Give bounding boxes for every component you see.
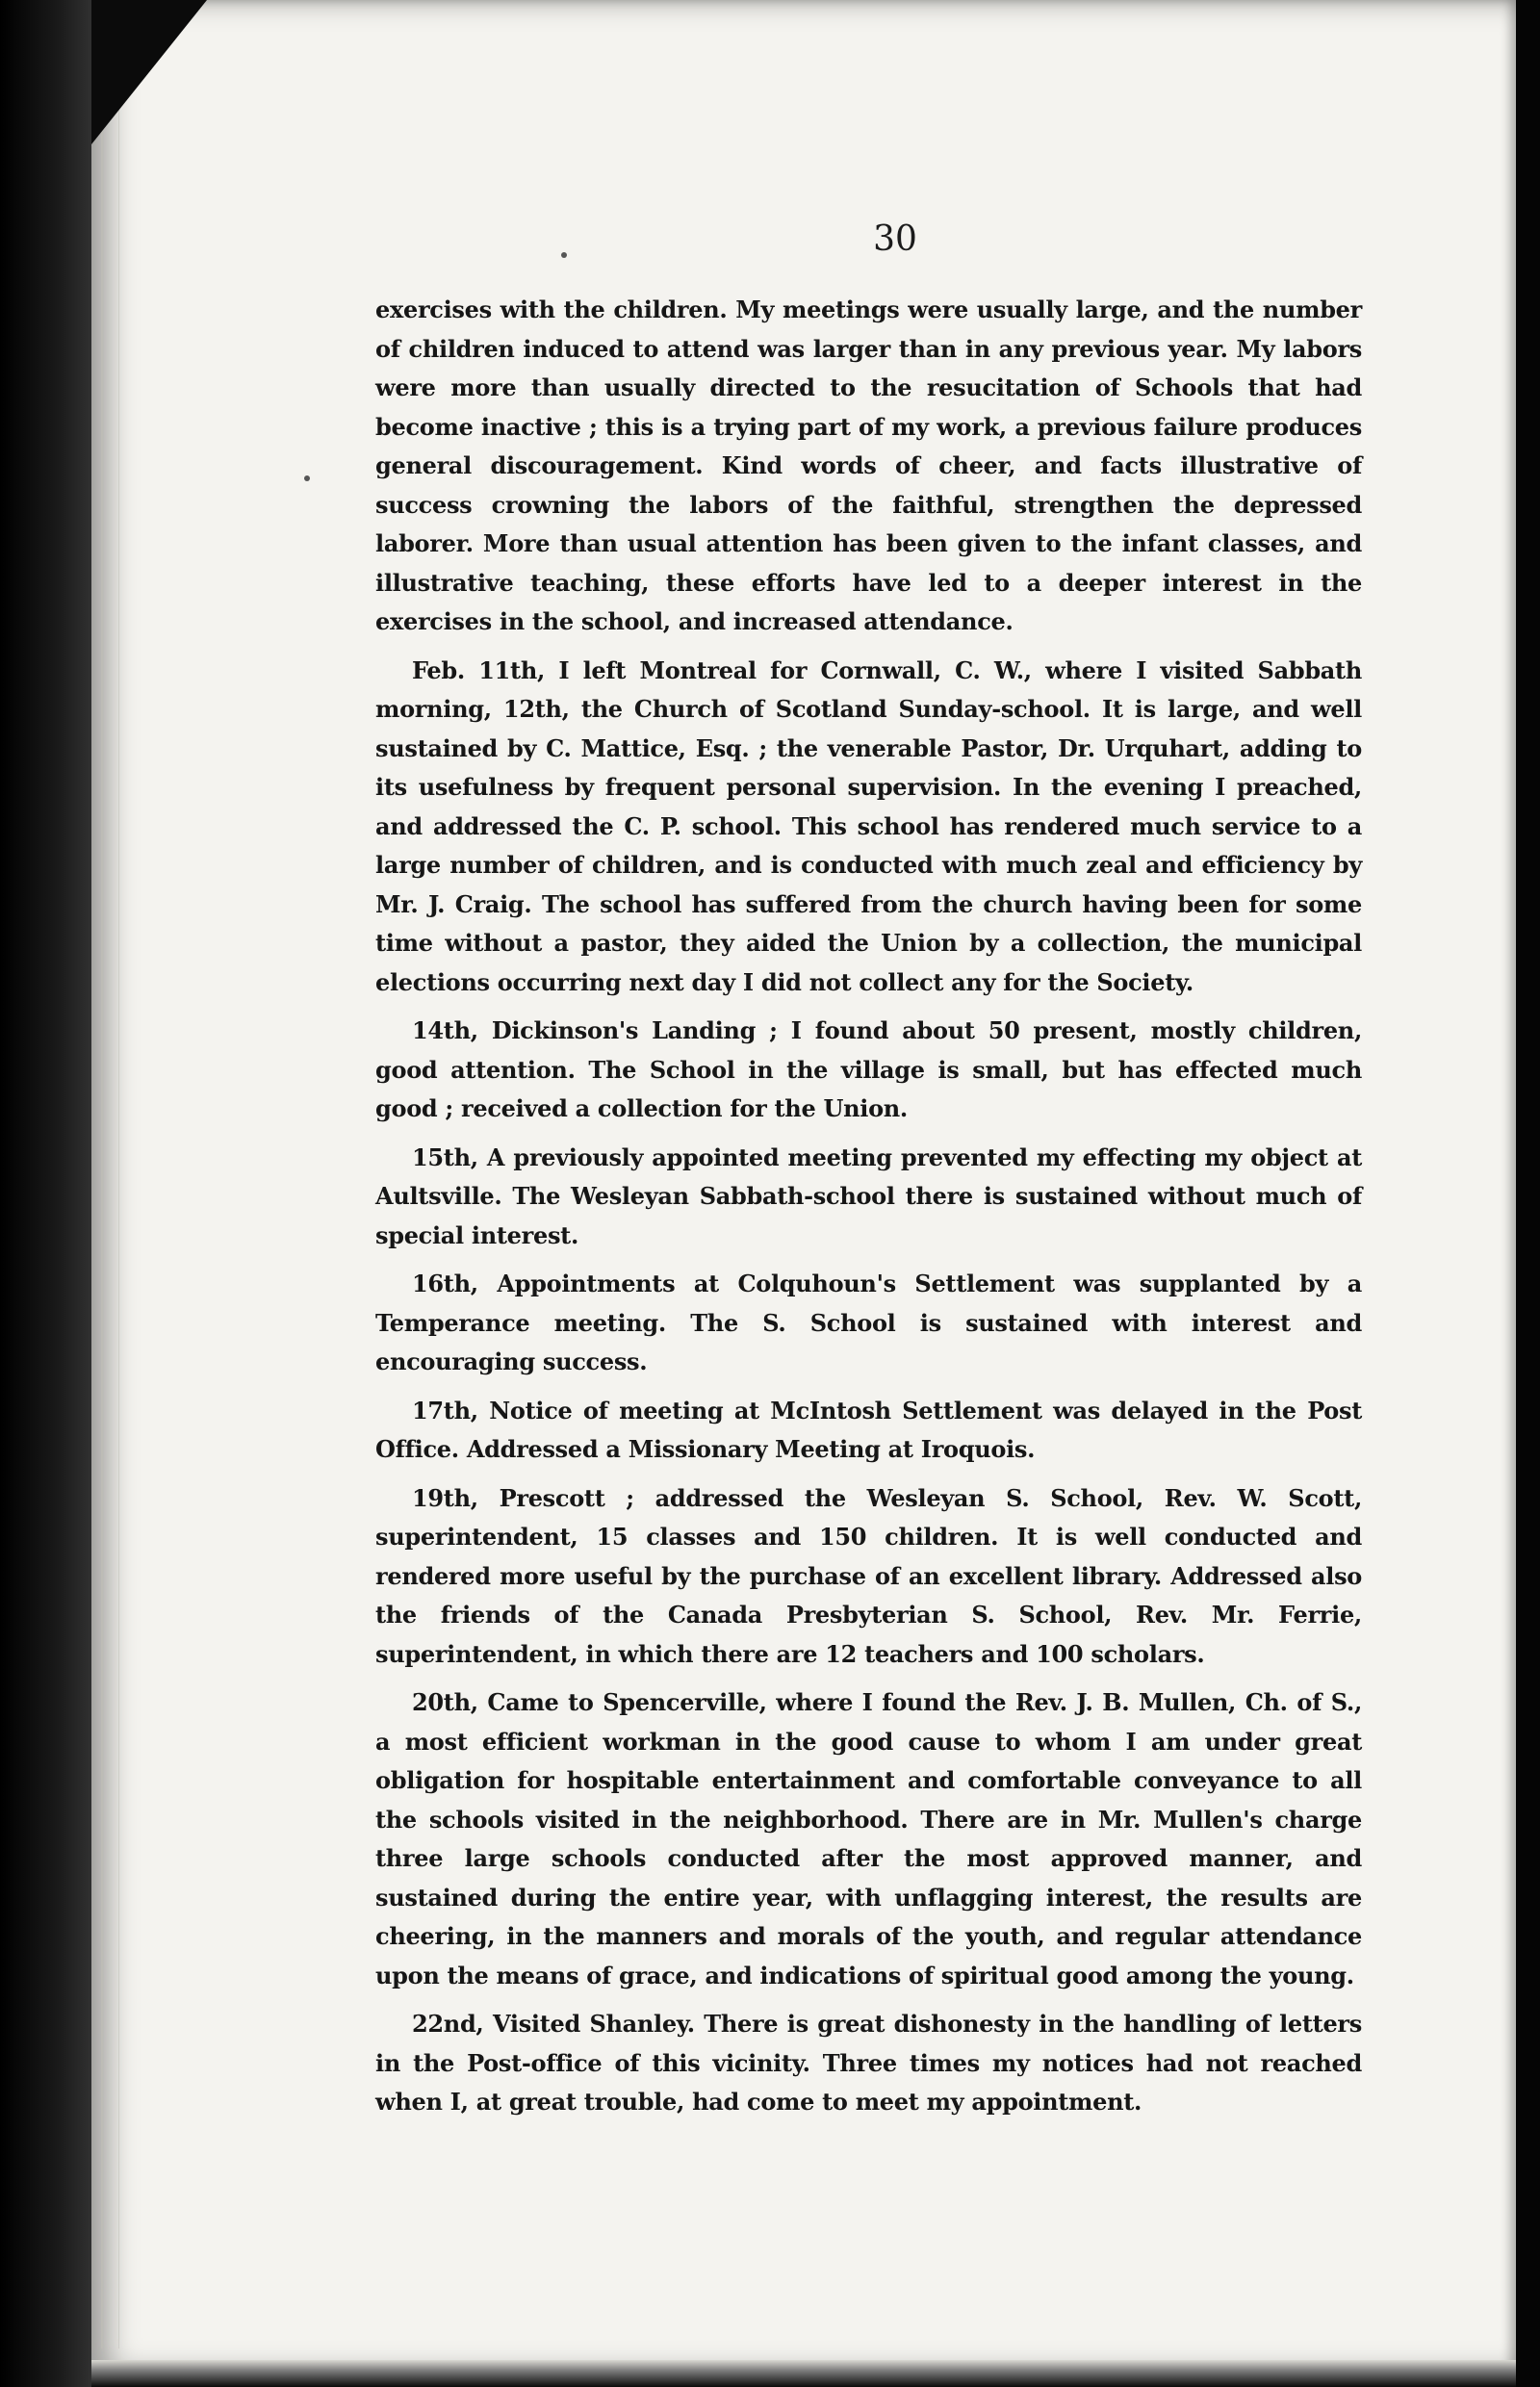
scan-right-edge	[1516, 0, 1540, 2387]
paragraph: 15th, A previously appointed meeting prevented my effecting my object at Aultsville. The Wesleyan Sabbath-school there is sustained without much of special interest.	[375, 1142, 1362, 1249]
page-number: 30	[873, 219, 917, 259]
paragraph: 22nd, Visited Shanley. There is great dishonesty in the handling of letters in the Post-office of this vicinity. Three times my notices had not reached when I, at great trouble, had come to meet my appointment.	[375, 2010, 1362, 2116]
paragraph: 20th, Came to Spencerville, where I found the Rev. J. B. Mullen, Ch. of S., a most efficient workman in the good cause to whom I am under great obligation for hospitable entertainment and comfortable conveyance to all the schools visited in the neighborhood. There are in Mr. Mullen's charge three large schools conducted after the most approved manner, and sustained during the entire year, with unflagging interest, the results are cheering, in the manners and morals of the youth, and regular attendance upon the means of grace, and indications of spiritual good among the young.	[375, 1688, 1362, 1989]
print-speck	[304, 475, 310, 481]
print-speck	[561, 252, 567, 258]
page-stack-edge	[101, 29, 119, 2348]
paragraph: Feb. 11th, I left Montreal for Cornwall, C. W., where I visited Sabbath morning, 12th, the Church of Scotland Sunday-school. It is large, and well sustained by C. Mattice, Esq. ; the venerable Pastor, Dr. Urquhart, adding to its usefulness by frequent personal supervision. In the evening I preached, and addressed the C. P. school. This school has rendered much service to a large number of children, and is conducted with much zeal and efficiency by Mr. J. Craig. The school has suffered from the church having been for some time without a pastor, they aided the Union by a collection, the municipal elections occurring next day I did not collect any for the Society.	[375, 655, 1362, 996]
scan-bottom-edge	[91, 2360, 1516, 2387]
paragraph: 19th, Prescott ; addressed the Wesleyan S. School, Rev. W. Scott, superintendent, 15 classes and 150 children. It is well conducted and rendered more useful by the purchase of an excellent library. Addressed also the friends of the Canada Presbyterian S. School, Rev. Mr. Ferrie, superintendent, in which there are 12 teachers and 100 scholars.	[375, 1483, 1362, 1668]
binding-shadow	[0, 0, 106, 2387]
folded-corner	[91, 0, 207, 144]
paragraph: 16th, Appointments at Colquhoun's Settlement was supplanted by a Temperance meeting. The S. School is sustained with interest and encouraging success.	[375, 1270, 1362, 1375]
paragraph: exercises with the children. My meetings were usually large, and the number of children induced to attend was larger than in any previous year. My labors were more than usually directed to the resucitation of Schools that had become inactive ; this is a trying part of my work, a previous failure produces general discouragement. Kind words of cheer, and facts illustrative of success crowning the labors of the faithful, strengthen the depressed laborer. More than usual attention has been given to the infant classes, and illustrative teaching, these efforts have led to a deeper interest in the exercises in the school, and increased attendance.	[375, 295, 1362, 635]
paragraph: 14th, Dickinson's Landing ; I found about 50 present, mostly children, good attention. The School in the village is small, but has effected much good ; received a collection for the Union.	[375, 1016, 1362, 1122]
body-text	[375, 291, 1362, 2132]
paragraph: 17th, Notice of meeting at McIntosh Settlement was delayed in the Post Office. Addressed a Missionary Meeting at Iroquois.	[375, 1396, 1362, 1463]
